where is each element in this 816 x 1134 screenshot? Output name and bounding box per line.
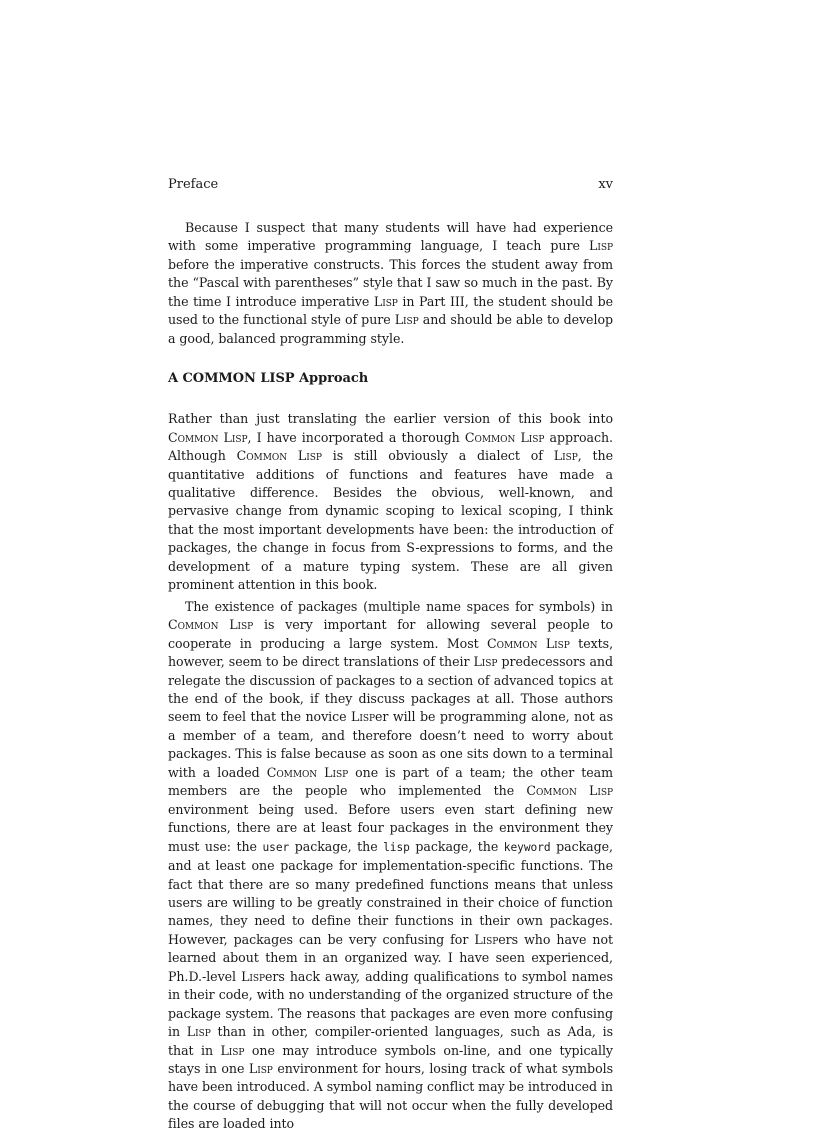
small-caps-run: Common Lisp	[236, 448, 322, 464]
small-caps-run: Lisp	[248, 1061, 273, 1077]
text-run: package, the	[409, 838, 504, 854]
body-text	[168, 219, 613, 1134]
small-caps-run: Common Lisp	[168, 429, 248, 445]
paragraph-approach	[168, 410, 613, 595]
text-run: one may introduce symbols on-line, and one typically stays in one	[168, 1042, 613, 1077]
text-run: one is part of a team; the other team members are the people who implemented the	[168, 764, 613, 799]
text-run: and should be able to develop a good, balanced programming style.	[168, 312, 613, 346]
small-caps-run: Lisp	[220, 1042, 245, 1058]
page-number: xv	[598, 177, 613, 192]
small-caps-run: Common Lisp	[266, 764, 349, 780]
text-run: package, the	[289, 838, 384, 854]
text-run: environment for hours, losing track of what symbols have been introduced. A symbol naming conflict may be introduced in the course of debugging that will not occur when the fully developed files are loaded into	[168, 1061, 613, 1132]
text-run: approach. Although	[168, 429, 614, 464]
section-heading: A COMMON LISP Approach	[168, 371, 369, 387]
small-caps-run: Lisp	[553, 448, 578, 464]
text-run: in Part III, the student should be used to the functional style of pure	[168, 293, 613, 328]
small-caps-run: Common Lisp	[526, 783, 613, 799]
paragraph-imperative	[168, 219, 613, 348]
text-run: The existence of packages (multiple name spaces for symbols) in	[185, 598, 613, 614]
text-run: texts, however, seem to be direct translations of their	[168, 635, 614, 670]
text-run: er will be programming alone, not as a member of a team, and therefore doesn’t need to worry about packages. This is false because as soon as one sits down to a terminal with a loaded	[168, 709, 613, 780]
text-run: ers hack away, adding qualifications to symbol names in their code, with no understanding of the organized structure of the package system. The reasons that packages are even more confusing in	[168, 968, 613, 1040]
text-run: package, and at least one package for implementation-specific functions. The fact that there are so many predefined functions means that unless users are willing to be greatly constrained in their choice of function names, they need to define their functions in their own packages. However, packages can be very confusing for	[168, 838, 613, 947]
text-run: Because I suspect that many students will have had experience with some imperative programming language, I teach pure	[168, 220, 613, 254]
paragraph-packages	[168, 598, 613, 1134]
text-run: is very important for allowing several people to cooperate in producing a large system. Most	[168, 617, 613, 651]
text-run: environment being used. Before users even start defining new functions, there are at least four packages in the environment they must use: the	[168, 801, 613, 854]
small-caps-run: Common Lisp	[168, 617, 254, 633]
text-run: than in other, compiler-oriented languages, such as Ada, is that in	[168, 1024, 613, 1058]
text-run: ers who have not learned about them in an organized way. I have seen experienced, Ph.D.-level	[168, 931, 613, 984]
small-caps-run: Lisp	[241, 968, 266, 984]
code-user-package: user	[262, 840, 290, 854]
small-caps-run: Lisp	[473, 654, 498, 670]
small-caps-run: Lisp	[373, 293, 398, 309]
chapter-title: Preface	[168, 177, 219, 192]
text-run: , I have incorporated a thorough	[247, 429, 465, 445]
small-caps-run: Lisp	[394, 312, 419, 328]
code-keyword-package: keyword	[503, 840, 551, 854]
text-run: , the quantitative additions of functions and features have made a qualitative difference. Besides the obvious, well-known, and pervasive change from dynamic scoping to lexical scoping, I think that the most important developments have been: the introduction of packages, the change in focus from S-expressions to forms, and the development of a mature typing system. These are all given prominent attention in this book.	[168, 448, 614, 593]
running-head	[168, 176, 613, 194]
text-run: Rather than just translating the earlier version of this book into	[168, 411, 613, 427]
text-run: predecessors and relegate the discussion of packages to a section of advanced topics at the end of the book, if they discuss packages at all. Those authors seem to feel that the novice	[168, 654, 613, 725]
text-run: is still obviously a dialect of	[321, 448, 554, 464]
small-caps-run: Common Lisp	[464, 429, 545, 445]
small-caps-run: Common Lisp	[487, 635, 570, 651]
small-caps-run: Lisp	[351, 709, 375, 725]
text-run: before the imperative constructs. This forces the student away from the “Pascal with parentheses” style that I saw so much in the past. By the time I introduce imperative	[168, 256, 613, 309]
code-lisp-package: lisp	[383, 840, 410, 854]
small-caps-run: Lisp	[589, 238, 613, 254]
small-caps-run: Lisp	[474, 931, 499, 947]
small-caps-run: Lisp	[186, 1024, 211, 1040]
